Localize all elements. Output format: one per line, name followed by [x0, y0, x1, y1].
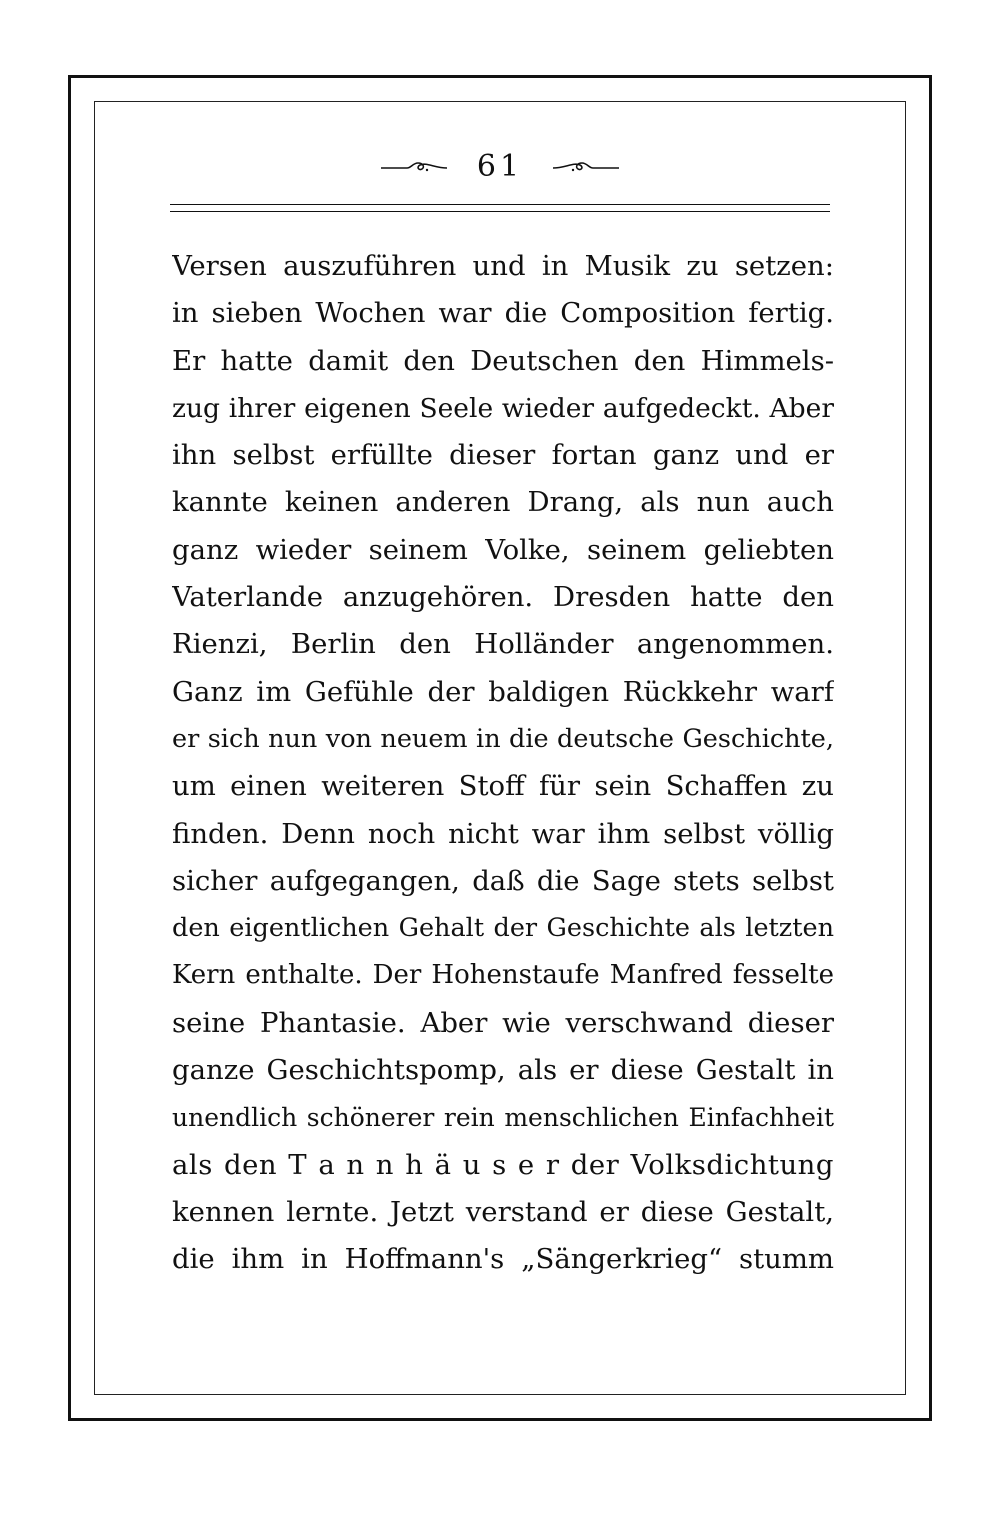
text-line: die ihm in Hoffmann's „Sängerkrieg“ stumm [172, 1243, 834, 1276]
text-line: den eigentlichen Gehalt der Geschichte als letzten [172, 913, 834, 944]
left-flourish-icon [379, 157, 449, 177]
text-line: in sieben Wochen war die Composition fertig. [172, 297, 834, 330]
text-line: er sich nun von neuem in die deutsche Geschichte, [172, 723, 834, 754]
text-line: finden. Denn noch nicht war ihm selbst völlig [172, 817, 834, 850]
text-line: Versen auszuführen und in Musik zu setzen: [172, 250, 834, 282]
text-line: kennen lernte. Jetzt verstand er diese Gestalt, [172, 1195, 834, 1228]
text-line: kannte keinen anderen Drang, als nun auch [172, 486, 834, 519]
page-header [94, 142, 906, 192]
text-line: sicher aufgegangen, daß die Sage stets selbst [172, 864, 834, 897]
text-line: Er hatte damit den Deutschen den Himmels- [172, 344, 834, 377]
text-line: um einen weiteren Stoff für sein Schaffen zu [172, 770, 834, 803]
text-line: Kern enthalte. Der Hohenstaufe Manfred fesselte [172, 960, 834, 991]
text-line: ganze Geschichtspomp, als er diese Gestalt in [172, 1054, 834, 1087]
text-line: Ganz im Gefühle der baldigen Rückkehr warf [172, 675, 834, 708]
body-text [172, 243, 834, 1284]
text-line: Vaterlande anzugehören. Dresden hatte den [172, 581, 834, 614]
text-line: ihn selbst erfüllte dieser fortan ganz und er [172, 439, 834, 472]
header-rule-bottom [170, 211, 830, 212]
right-flourish-icon [551, 157, 621, 177]
text-line: unendlich schönerer rein menschlichen Einfachheit [172, 1103, 834, 1133]
header-rule-top [170, 204, 830, 205]
text-line: Rienzi, Berlin den Holländer angenommen. [172, 628, 834, 661]
text-line: seine Phantasie. Aber wie verschwand dieser [172, 1006, 834, 1039]
text-line: als den T a n n h ä u s e r der Volksdichtung [172, 1148, 834, 1181]
text-line: ganz wieder seinem Volke, seinem geliebten [172, 533, 834, 566]
text-line: zug ihrer eigenen Seele wieder aufgedeckt. Aber [172, 392, 834, 424]
page-number: 61 [476, 149, 524, 184]
